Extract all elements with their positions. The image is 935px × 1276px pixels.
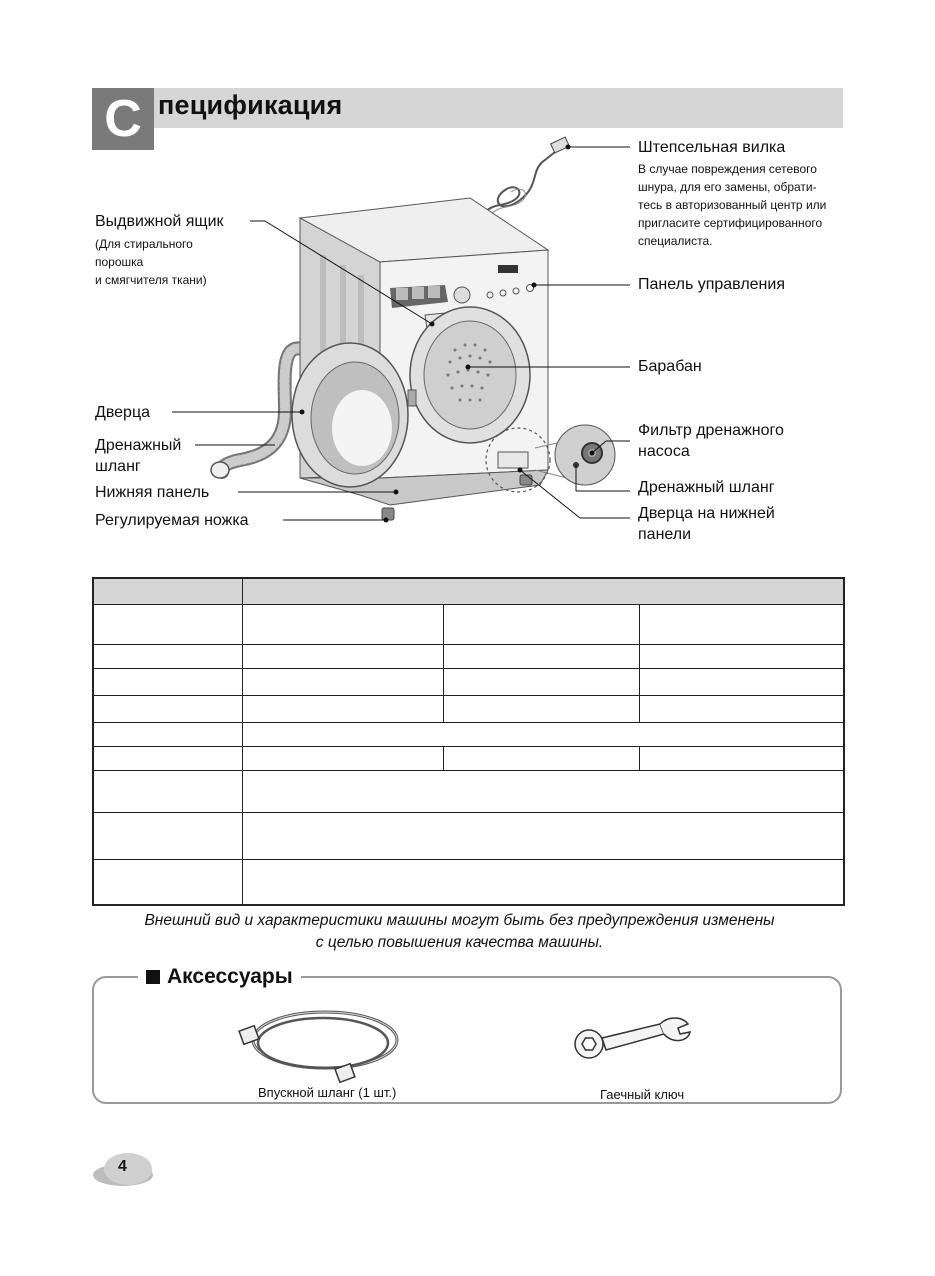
table-cell — [242, 812, 844, 859]
accessories-box — [92, 976, 842, 1104]
accessory-label: Гаечный ключ — [600, 1087, 685, 1102]
drawer-note-line: и смягчителя ткани) — [95, 273, 207, 287]
pump-filter-label: насоса — [638, 443, 690, 460]
accessories-heading — [138, 964, 301, 990]
table-cell — [443, 644, 639, 668]
table-cell — [242, 695, 443, 722]
table-cell — [93, 604, 242, 644]
table-cell — [93, 668, 242, 695]
plug-note-line: пригласите сертифицированного — [638, 216, 823, 230]
table-row — [93, 746, 844, 770]
table-cell — [639, 668, 844, 695]
lower-panel-door-label: Дверца на нижней — [638, 505, 775, 522]
table-cell — [242, 668, 443, 695]
plug-note-line: тесь в авторизованный центр или — [638, 198, 827, 212]
plug-note-line: специалиста. — [638, 234, 713, 248]
inlet-hose-icon — [235, 1000, 415, 1085]
table-cell — [242, 578, 844, 604]
accessories-title: Аксессуары — [167, 965, 293, 988]
table-row — [93, 644, 844, 668]
table-cell — [93, 578, 242, 604]
drum-label: Барабан — [638, 358, 702, 375]
table-row — [93, 812, 844, 859]
table-cell — [639, 644, 844, 668]
drain-hose-label: шланг — [95, 458, 141, 475]
table-row — [93, 668, 844, 695]
table-cell — [93, 859, 242, 905]
table-row — [93, 770, 844, 812]
table-cell — [93, 644, 242, 668]
table-cell — [242, 604, 443, 644]
table-cell — [93, 770, 242, 812]
lower-panel-label: Нижняя панель — [95, 484, 210, 501]
spec-table — [92, 577, 845, 906]
drain-hose-right-label: Дренажный шланг — [638, 479, 775, 496]
disclaimer-note — [92, 910, 827, 954]
plug-note-line: В случае повреждения сетевого — [638, 162, 817, 176]
door-label: Дверца — [95, 404, 151, 421]
table-cell — [639, 695, 844, 722]
page-title: пецификация — [158, 90, 343, 120]
table-row — [93, 722, 844, 746]
table-cell — [639, 746, 844, 770]
drawer-label: Выдвижной ящик — [95, 213, 224, 230]
plug-label: Штепсельная вилка — [638, 139, 786, 156]
table-cell — [443, 668, 639, 695]
table-cell — [93, 746, 242, 770]
table-cell — [93, 812, 242, 859]
table-cell — [443, 604, 639, 644]
table-cell — [443, 746, 639, 770]
table-row — [93, 578, 844, 604]
table-cell — [242, 746, 443, 770]
disclaimer-line: с целью повышения качества машины. — [315, 934, 604, 951]
table-cell — [242, 644, 443, 668]
adjustable-foot-icon — [382, 508, 394, 520]
drawer-note-line: порошка — [95, 255, 144, 269]
table-cell — [242, 859, 844, 905]
control-panel-label: Панель управления — [638, 276, 785, 293]
drawer-note-line: (Для стирального — [95, 237, 193, 251]
table-row — [93, 604, 844, 644]
square-bullet-icon — [146, 970, 160, 984]
table-cell — [242, 770, 844, 812]
page-number: 4 — [118, 1158, 127, 1175]
table-cell — [242, 722, 844, 746]
disclaimer-line: Внешний вид и характеристики машины могут быть без предупреждения изменены — [144, 912, 775, 929]
plug-note-line: шнура, для его замены, обрати- — [638, 180, 817, 194]
title-initial: С — [92, 88, 154, 150]
wrench-icon — [560, 1012, 700, 1072]
table-cell — [93, 722, 242, 746]
accessory-label: Впускной шланг (1 шт.) — [258, 1085, 397, 1100]
table-row — [93, 695, 844, 722]
table-cell — [443, 695, 639, 722]
table-row — [93, 859, 844, 905]
adjustable-foot-label: Регулируемая ножка — [95, 512, 249, 529]
pump-filter-label: Фильтр дренажного — [638, 422, 784, 439]
table-cell — [639, 604, 844, 644]
lower-panel-door-label: панели — [638, 526, 692, 543]
drain-hose-label: Дренажный — [95, 437, 182, 454]
table-cell — [93, 695, 242, 722]
